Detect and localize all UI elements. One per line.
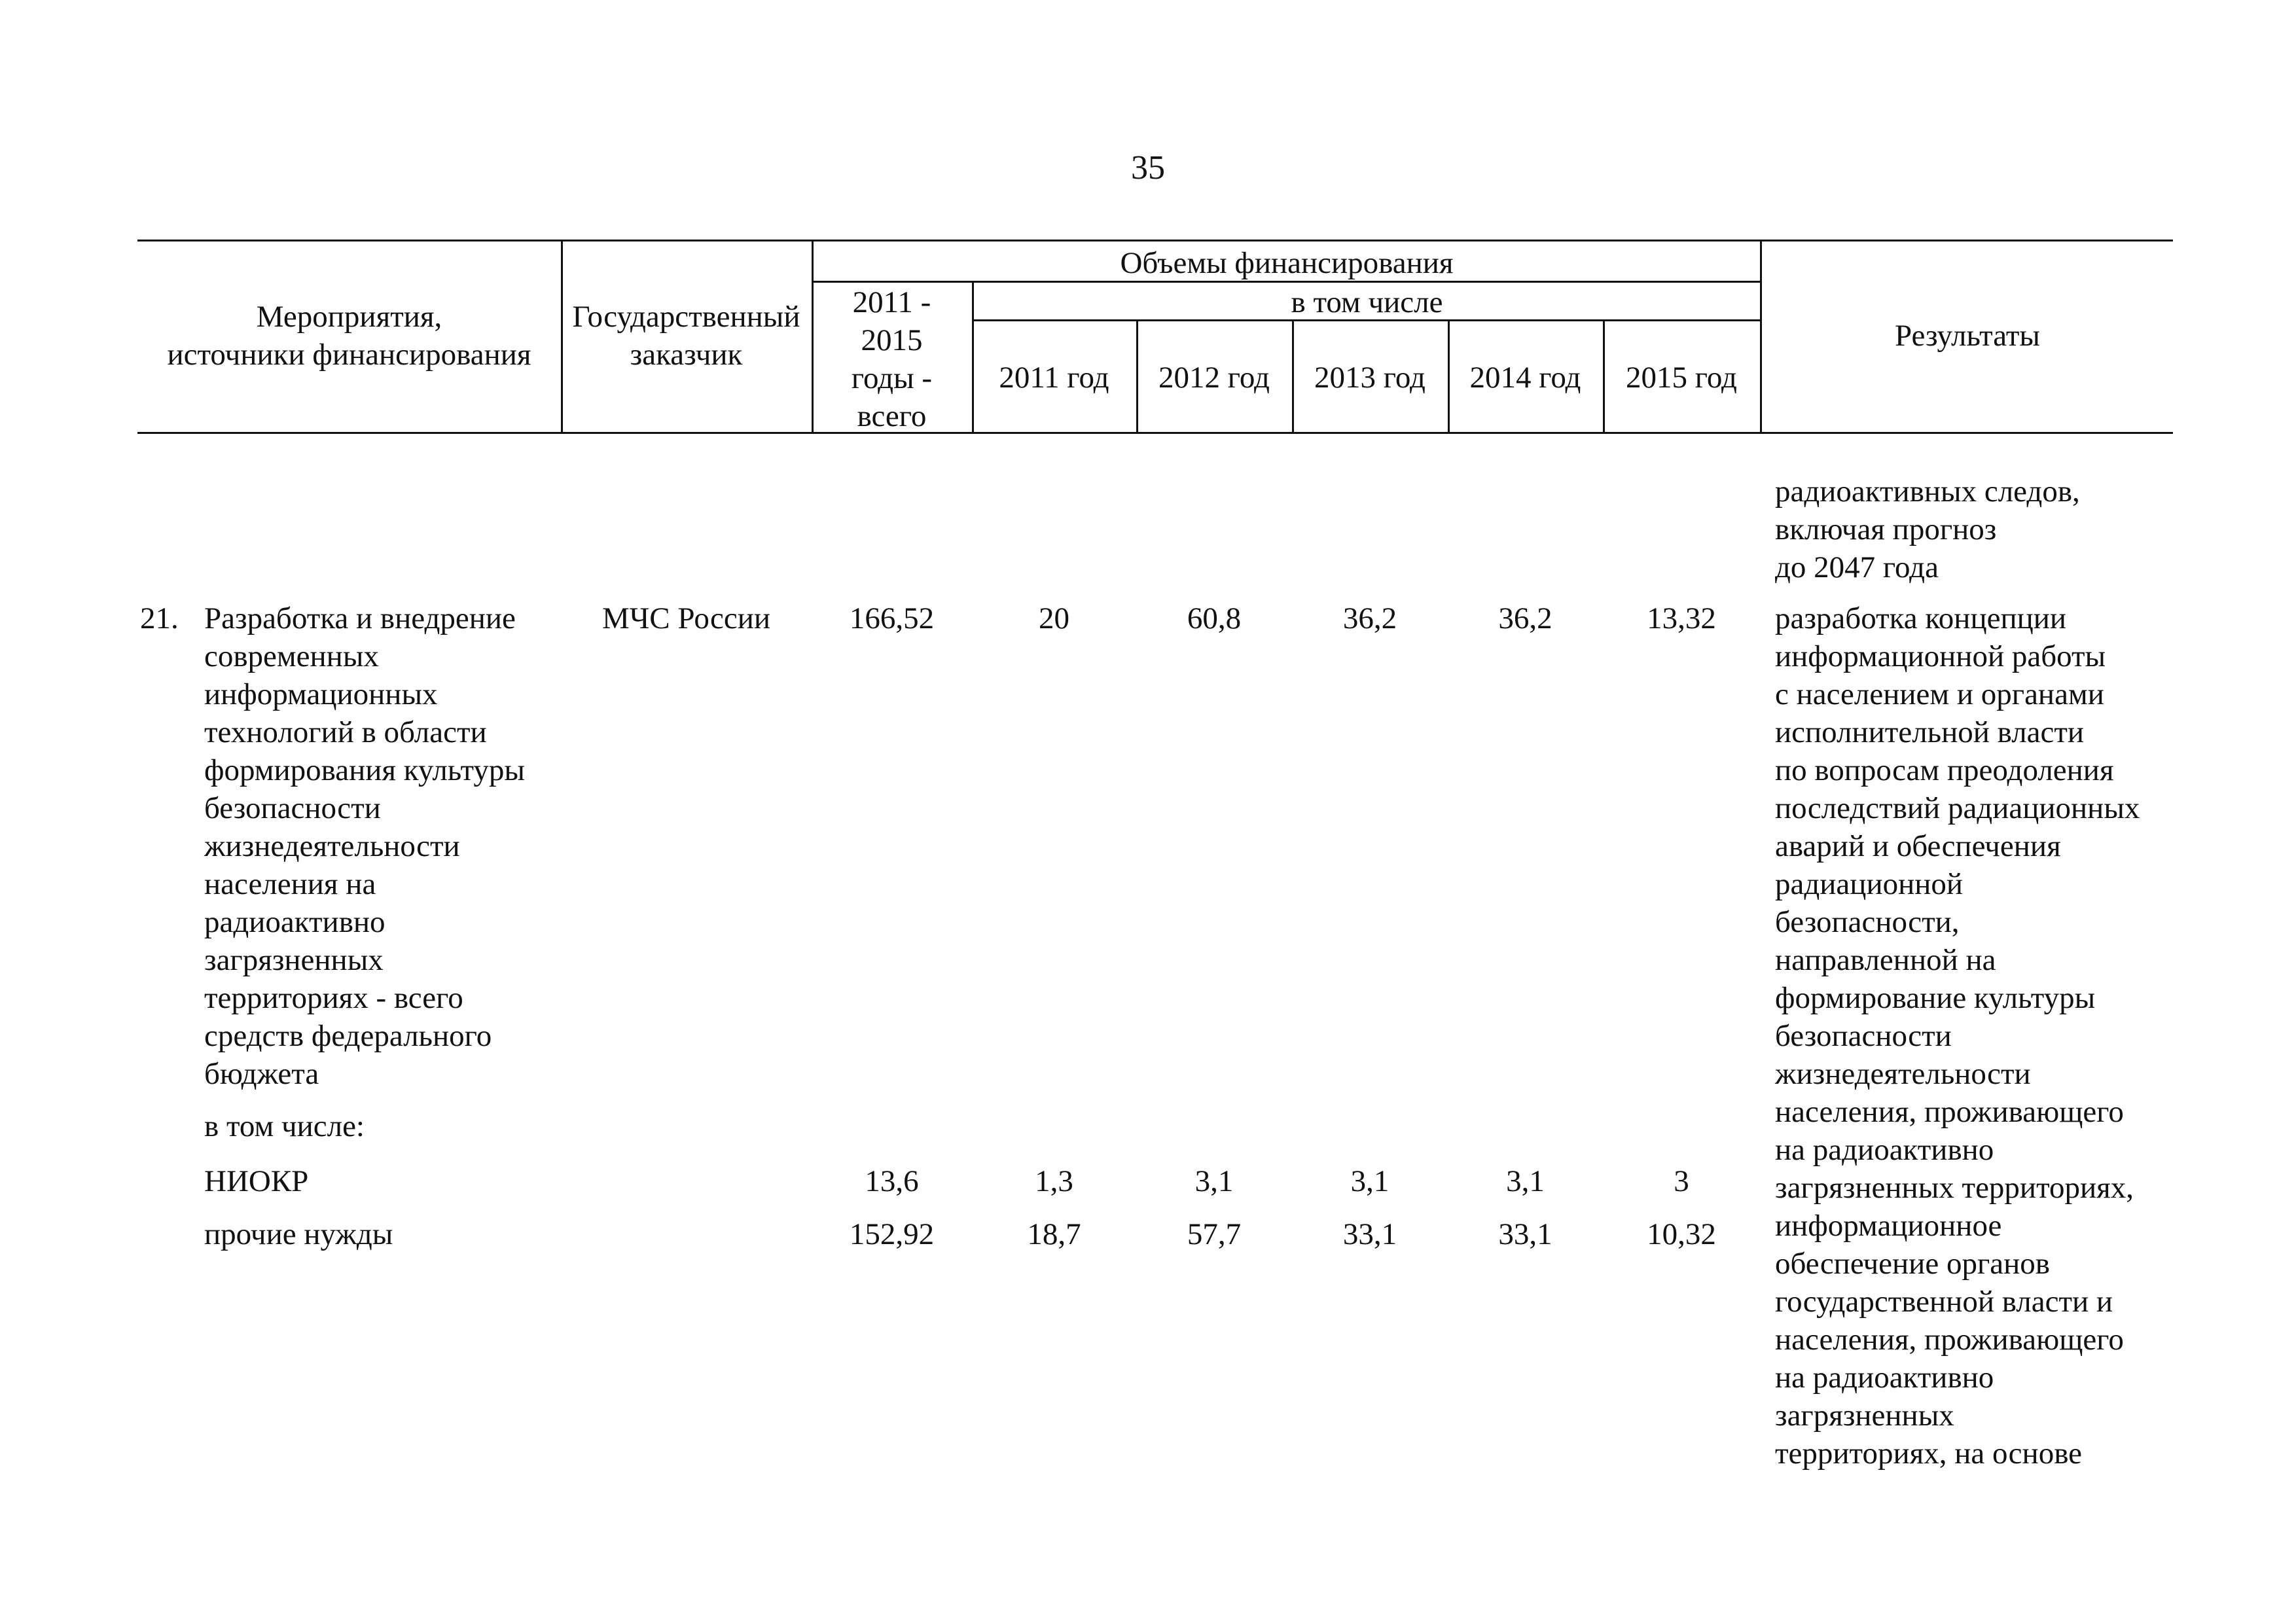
header-total: 2011 - 2015 годы - всего — [851, 285, 933, 433]
header-bottom-rule — [137, 432, 2173, 434]
item-value-2015: 13,32 — [1647, 601, 1716, 635]
subrow-value-2011: 1,3 — [1035, 1164, 1073, 1198]
subrow-value-2012: 57,7 — [1187, 1217, 1242, 1251]
subrow-label: НИОКР — [204, 1164, 309, 1198]
continued-results-text: радиоактивных следов, включая прогноз до 2047 года — [1775, 474, 2080, 584]
item-customer: МЧС России — [601, 601, 771, 635]
item-total: 166,52 — [849, 601, 935, 635]
header-year-2015: 2015 год — [1626, 361, 1737, 395]
header-year-2011: 2011 год — [999, 361, 1109, 395]
item-title: Разработка и внедрение современных информационных технологий в области формирования культуры безопасности жизнедеятельности населения на радиоактивно загрязненных территориях - всего средств федерального бюджета — [204, 601, 525, 1091]
header-including: в том числе — [1291, 285, 1443, 319]
page-number: 35 — [1131, 149, 1165, 187]
item-results: разработка концепции информационной работы с населением и органами исполнительной власти по вопросам преодоления последствий радиационных аварий и обеспечения радиационной безопасности, направленной на формирование культуры безопасности жизнедеятельности населения, проживающего на радиоактивно загрязненных территориях, информационное обеспечение органов государственной власти и населения, проживающего на радиоактивно загрязненных территориях, на основе — [1775, 601, 2140, 1471]
subrow-value-2014: 33,1 — [1498, 1217, 1552, 1251]
including-label: в том числе: — [204, 1109, 365, 1143]
item-value-2011: 20 — [1039, 601, 1069, 635]
item-value-2014: 36,2 — [1498, 601, 1552, 635]
item-value-2012: 60,8 — [1187, 601, 1242, 635]
header-customer: Государственный заказчик — [572, 300, 800, 372]
header-year-2012: 2012 год — [1158, 361, 1270, 395]
header-results: Результаты — [1895, 319, 2040, 353]
subrow-label: прочие нужды — [204, 1217, 393, 1251]
subrow-total: 152,92 — [849, 1217, 935, 1251]
item-value-2013: 36,2 — [1342, 601, 1397, 635]
subrow-value-2015: 3 — [1674, 1164, 1689, 1198]
subrow-total: 13,6 — [865, 1164, 919, 1198]
header-year-2014: 2014 год — [1469, 361, 1581, 395]
header-year-2013: 2013 год — [1314, 361, 1426, 395]
subrow-value-2011: 18,7 — [1027, 1217, 1081, 1251]
item-number: 21. — [140, 601, 179, 635]
header-volume: Объемы финансирования — [1120, 246, 1454, 280]
header-activities: Мероприятия, источники финансирования — [167, 300, 531, 372]
header-top-rule — [137, 240, 2173, 241]
subrow-value-2012: 3,1 — [1194, 1164, 1234, 1198]
subrow-value-2013: 3,1 — [1350, 1164, 1390, 1198]
subrow-value-2015: 10,32 — [1647, 1217, 1716, 1251]
subrow-value-2013: 33,1 — [1342, 1217, 1397, 1251]
subrow-value-2014: 3,1 — [1506, 1164, 1545, 1198]
